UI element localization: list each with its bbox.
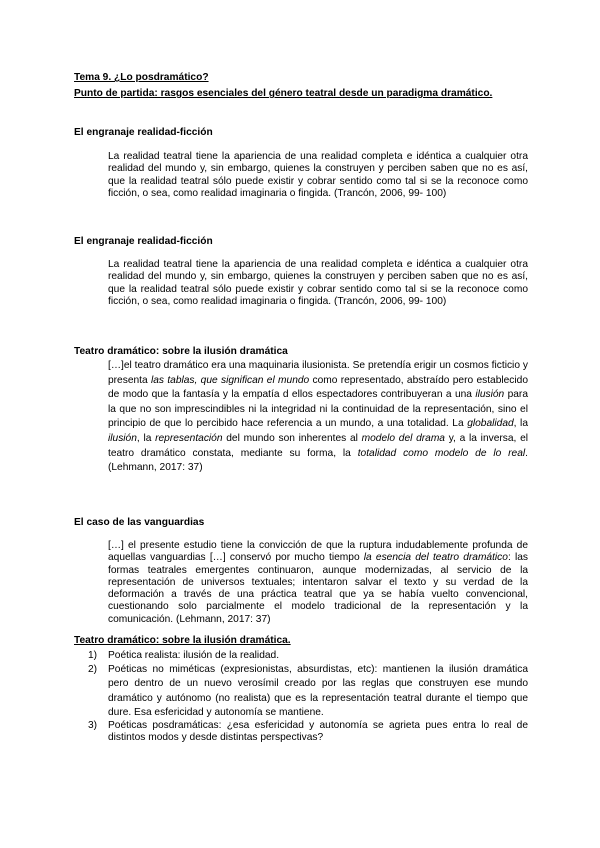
document-subtitle: Punto de partida: rasgos esenciales del género teatral desde un paradigma dramático. <box>74 88 493 99</box>
section-heading-ilusion-dramatica: Teatro dramático: sobre la ilusión dramática <box>74 346 288 357</box>
block-quote-lehmann-vanguardias: […] el presente estudio tiene la convicción de que la ruptura indudablemente profunda de aquellas vanguardias […] conservó por mucho tiempo la esencia del teatro dramático: las formas teatrales emergentes continuaron, aunque modernizadas, al servicio de la representación de universos textuales; intentaron salvar el texto y su verdad de la deformación a través de una práctica teatral que ya se había vuelto convencional, cuestionando solo parcialmente el modelo tradicional de la representación y la comunicación. (Lehmann, 2017: 37) <box>108 540 528 625</box>
list-item: 1) Poética realista: ilusión de la realidad. <box>88 650 280 661</box>
section-heading-realidad-ficcion-1: El engranaje realidad-ficción <box>74 127 213 138</box>
section-heading-ilusion-dramatica-list: Teatro dramático: sobre la ilusión dramática. <box>74 635 291 646</box>
section-heading-realidad-ficcion-2: El engranaje realidad-ficción <box>74 236 213 247</box>
document-title: Tema 9. ¿Lo posdramático? <box>74 72 209 83</box>
block-quote-trancon-2: La realidad teatral tiene la apariencia de una realidad completa e idéntica a cualquier otra realidad del mundo y, sin embargo, quienes la construyen y perciben saben que no es así, que la realidad teatral sólo puede existir y cobrar sentido como tal si se la reconoce como ficción, o sea, como realidad imaginaria o fingida. (Trancón, 2006, 99- 100) <box>108 259 528 307</box>
block-quote-trancon-1: La realidad teatral tiene la apariencia de una realidad completa e idéntica a cualquier otra realidad del mundo y, sin embargo, quienes la construyen y perciben saben que no es así, que la realidad teatral sólo puede existir y cobrar sentido como tal si se la reconoce como ficción, o sea, como realidad imaginaria o fingida. (Trancón, 2006, 99- 100) <box>108 151 528 199</box>
list-item: 2) Poéticas no miméticas (expresionistas, absurdistas, etc): mantienen la ilusión dramática pero dentro de un nuevo verosímil creado por las reglas que construyen ese mundo dramático y autónomo (no realista) que es la representación teatral durante el tiempo que dure. Esa esfericidad y autonomía se mantiene. <box>88 664 528 718</box>
section-heading-vanguardias: El caso de las vanguardias <box>74 517 205 528</box>
poetics-list <box>74 649 528 745</box>
block-quote-lehmann-ilusion: […]el teatro dramático era una maquinaria ilusionista. Se pretendía erigir un cosmos ficticio y presenta las tablas, que significan el mundo como representado, abstraído pero establecido de modo que la fantasía y la empatía d ellos espectadores contribuyeran a una ilusión para la que no son imprescindibles ni la integridad ni la continuidad de la representación, sino el principio de que lo percibido hace referencia a un mundo, a una totalidad. La globalidad, la ilusión, la representación del mundo son inherentes al modelo del drama y, a la inversa, el teatro dramático constata, mediante su forma, la totalidad como modelo de lo real. (Lehmann, 2017: 37) <box>108 360 529 474</box>
list-item: 3) Poéticas posdramáticas: ¿esa esfericidad y autonomía se agrieta pues entra lo real de distintos modos y desde distintas perspectivas? <box>88 720 528 744</box>
